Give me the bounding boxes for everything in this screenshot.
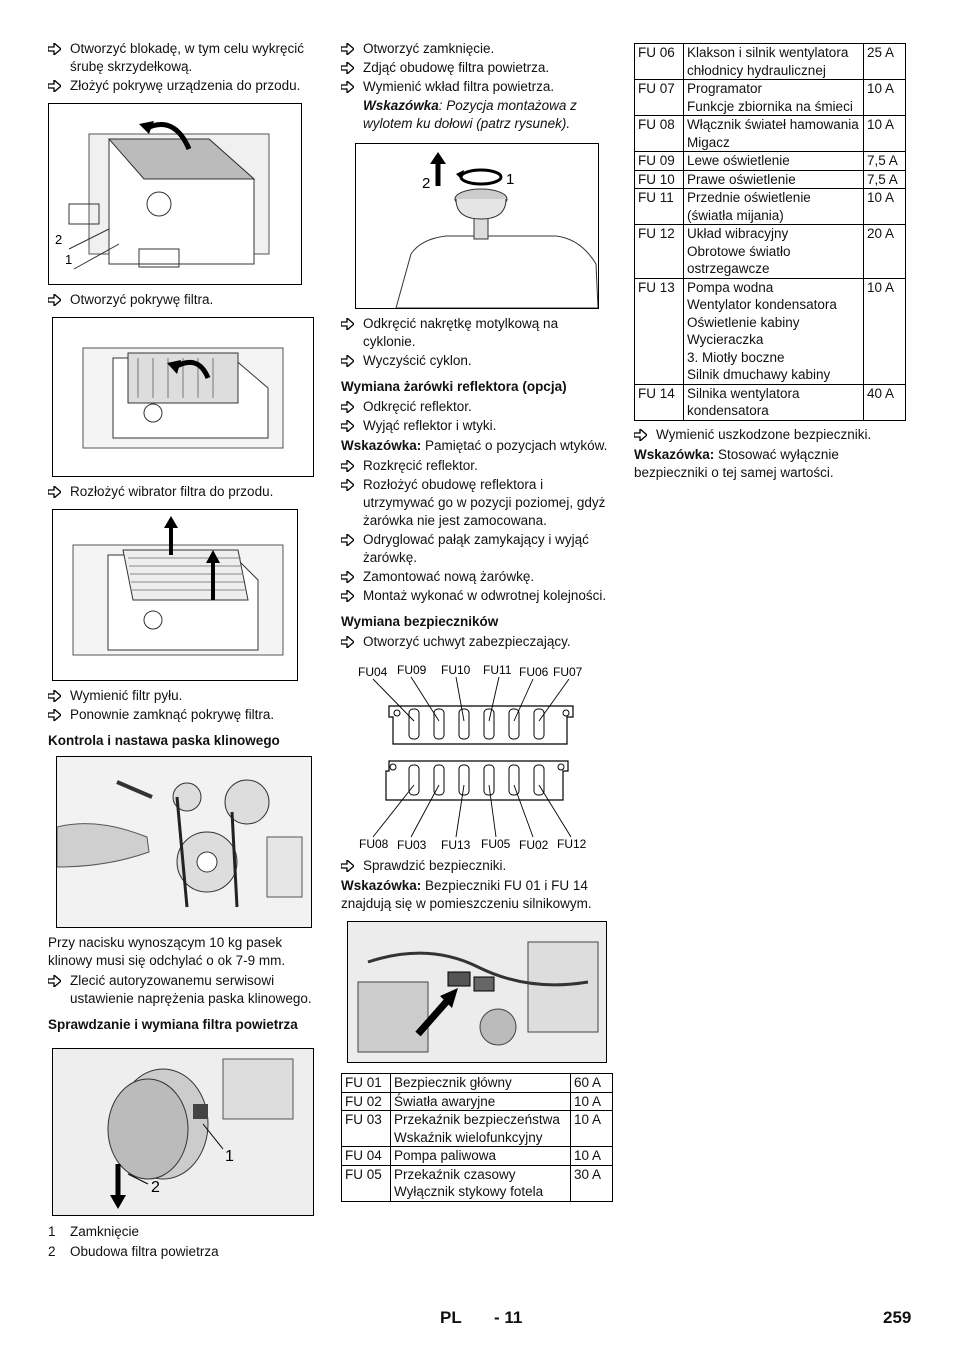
arrow-icon — [341, 420, 354, 432]
fig-label: 1 — [506, 171, 515, 188]
column-3 — [634, 40, 906, 484]
table-row: FU 02 Światła awaryjne 10 A — [342, 1092, 613, 1111]
note-plugs: Wskazówka: Pamiętać o pozycjach wtyków. — [341, 438, 608, 453]
fuse-label: FU08 — [359, 837, 389, 851]
figure-filter-cover — [52, 317, 314, 477]
step-item: Wymienić uszkodzone bezpieczniki. — [634, 426, 906, 444]
arrow-icon — [341, 479, 354, 491]
table-row: FU 06 Klakson i silnik wentylatora chłodnicy hydraulicznej 25 A — [635, 44, 906, 80]
fuse-table-part-1 — [341, 1073, 613, 1202]
arrow-icon — [341, 460, 354, 472]
step-item: Zdjąć obudowę filtra powietrza. — [341, 59, 613, 77]
arrow-icon — [341, 534, 354, 546]
table-row: FU 05 Przekaźnik czasowy Wyłącznik stykowy fotela 30 A — [342, 1165, 613, 1201]
table-row: FU 12 Układ wibracyjny Obrotowe światło ostrzegawcze 20 A — [635, 225, 906, 279]
arrow-icon — [634, 429, 647, 441]
fuse-label: FU06 — [519, 665, 549, 679]
arrow-icon — [48, 43, 61, 55]
legend-item: 2 Obudowa filtra powietrza — [48, 1244, 219, 1259]
table-row: FU 09 Lewe oświetlenie 7,5 A — [635, 152, 906, 171]
step-item: Rozkręcić reflektor. — [341, 457, 613, 475]
fuse-layout-diagram — [341, 661, 613, 857]
arrow-icon — [341, 401, 354, 413]
figure-air-filter — [52, 1048, 314, 1216]
fig-label: 2 — [151, 1179, 160, 1196]
step-item: Rozłożyć obudowę reflektora i utrzymywać go w pozycji poziomej, gdyż żarówka nie jest zamocowana. — [341, 476, 613, 530]
fig-label: 1 — [65, 252, 73, 267]
arrow-icon — [341, 860, 354, 872]
fuse-label: FU04 — [358, 665, 388, 679]
arrow-icon — [48, 80, 61, 92]
figure-engine-room — [347, 921, 607, 1063]
arrow-icon — [341, 318, 354, 330]
arrow-icon — [48, 975, 61, 987]
note-mounting: Wskazówka: Pozycja montażowa z wylotem ku dołowi (patrz rysunek). — [363, 98, 577, 131]
footer-section-page: - 11 — [494, 1308, 523, 1327]
fuse-label: FU10 — [441, 663, 471, 677]
fuse-label: FU05 — [481, 837, 511, 851]
section-heading: Sprawdzanie i wymiana filtra powietrza — [48, 1017, 298, 1032]
section-heading: Wymiana bezpieczników — [341, 614, 499, 629]
note-fuse-location: Wskazówka: Bezpieczniki FU 01 i FU 14 znajdują się w pomieszczeniu silnikowym. — [341, 878, 592, 911]
arrow-icon — [48, 709, 61, 721]
section-heading: Kontrola i nastawa paska klinowego — [48, 733, 280, 748]
fuse-label: FU07 — [553, 665, 583, 679]
step-item: Złożyć pokrywę urządzenia do przodu. — [48, 77, 320, 95]
figure-device-cover — [48, 103, 302, 285]
column-2 — [341, 40, 613, 1202]
step-item: Wymienić filtr pyłu. — [48, 687, 320, 705]
step-item: Zlecić autoryzowanemu serwisowi ustawienie naprężenia paska klinowego. — [48, 972, 320, 1008]
step-item: Odkręcić reflektor. — [341, 398, 613, 416]
fig-label: 2 — [422, 175, 431, 192]
figure-filter-insert — [355, 143, 599, 309]
table-row: FU 08 Włącznik świateł hamowania Migacz 10 A — [635, 116, 906, 152]
step-item: Rozłożyć wibrator filtra do przodu. — [48, 483, 320, 501]
step-item: Odryglować pałąk zamykający i wyjąć żarówkę. — [341, 531, 613, 567]
step-item: Wyczyścić cyklon. — [341, 352, 613, 370]
step-item: Montaż wykonać w odwrotnej kolejności. — [341, 587, 613, 605]
footer-language: PL — [440, 1308, 462, 1327]
figure-filter-vibrator — [52, 509, 298, 681]
arrow-icon — [341, 81, 354, 93]
table-row: FU 13 Pompa wodna Wentylator kondensatora Oświetlenie kabiny Wycieraczka 3. Miotły boczne Silnik dmuchawy kabiny 10 A — [635, 278, 906, 384]
table-row: FU 14 Silnika wentylatora kondensatora 40 A — [635, 384, 906, 420]
figure-v-belt — [56, 756, 312, 928]
fuse-label: FU13 — [441, 838, 471, 852]
step-item: Zamontować nową żarówkę. — [341, 568, 613, 586]
column-1 — [48, 40, 320, 1262]
fuse-label: FU12 — [557, 837, 587, 851]
arrow-icon — [341, 43, 354, 55]
fuse-label: FU02 — [519, 838, 549, 852]
arrow-icon — [48, 294, 61, 306]
arrow-icon — [341, 62, 354, 74]
belt-paragraph: Przy nacisku wynoszącym 10 kg pasek klinowy musi się odchylać o ok 7-9 mm. — [48, 935, 286, 968]
fig-label: 2 — [55, 232, 63, 247]
legend-item: 1 Zamknięcie — [48, 1224, 140, 1239]
table-row: FU 04 Pompa paliwowa 10 A — [342, 1147, 613, 1166]
step-item: Sprawdzić bezpieczniki. — [341, 857, 613, 875]
fig-label: 1 — [225, 1148, 234, 1165]
table-row: FU 03 Przekaźnik bezpieczeństwa Wskaźnik wielofunkcyjny 10 A — [342, 1111, 613, 1147]
note-same-value: Wskazówka: Stosować wyłącznie bezpieczniki o tej samej wartości. — [634, 446, 839, 480]
arrow-icon — [48, 486, 61, 498]
table-row: FU 11 Przednie oświetlenie (światła mijania) 10 A — [635, 189, 906, 225]
arrow-icon — [341, 355, 354, 367]
arrow-icon — [341, 590, 354, 602]
table-row: FU 07 Programator Funkcje zbiornika na śmieci 10 A — [635, 80, 906, 116]
table-row: FU 01 Bezpiecznik główny 60 A — [342, 1074, 613, 1093]
arrow-icon — [48, 690, 61, 702]
arrow-icon — [341, 571, 354, 583]
step-item: Ponownie zamknąć pokrywę filtra. — [48, 706, 320, 724]
fuse-table-part-2 — [634, 43, 906, 421]
table-row: FU 10 Prawe oświetlenie 7,5 A — [635, 170, 906, 189]
step-item: Otworzyć zamknięcie. — [341, 40, 613, 58]
fuse-label: FU09 — [397, 663, 427, 677]
arrow-icon — [341, 636, 354, 648]
step-item: Wyjąć reflektor i wtyki. — [341, 417, 613, 435]
step-item: Wymienić wkład filtra powietrza. — [341, 78, 613, 96]
step-item: Otworzyć blokadę, w tym celu wykręcić śrubę skrzydełkową. — [48, 40, 320, 76]
step-item: Odkręcić nakrętkę motylkową na cyklonie. — [341, 315, 613, 351]
footer-page-number: 259 — [883, 1308, 912, 1327]
fuse-label: FU03 — [397, 838, 427, 852]
section-heading: Wymiana żarówki reflektora (opcja) — [341, 379, 567, 394]
step-item: Otworzyć uchwyt zabezpieczający. — [341, 633, 613, 651]
fuse-label: FU11 — [483, 663, 512, 677]
step-item: Otworzyć pokrywę filtra. — [48, 291, 320, 309]
